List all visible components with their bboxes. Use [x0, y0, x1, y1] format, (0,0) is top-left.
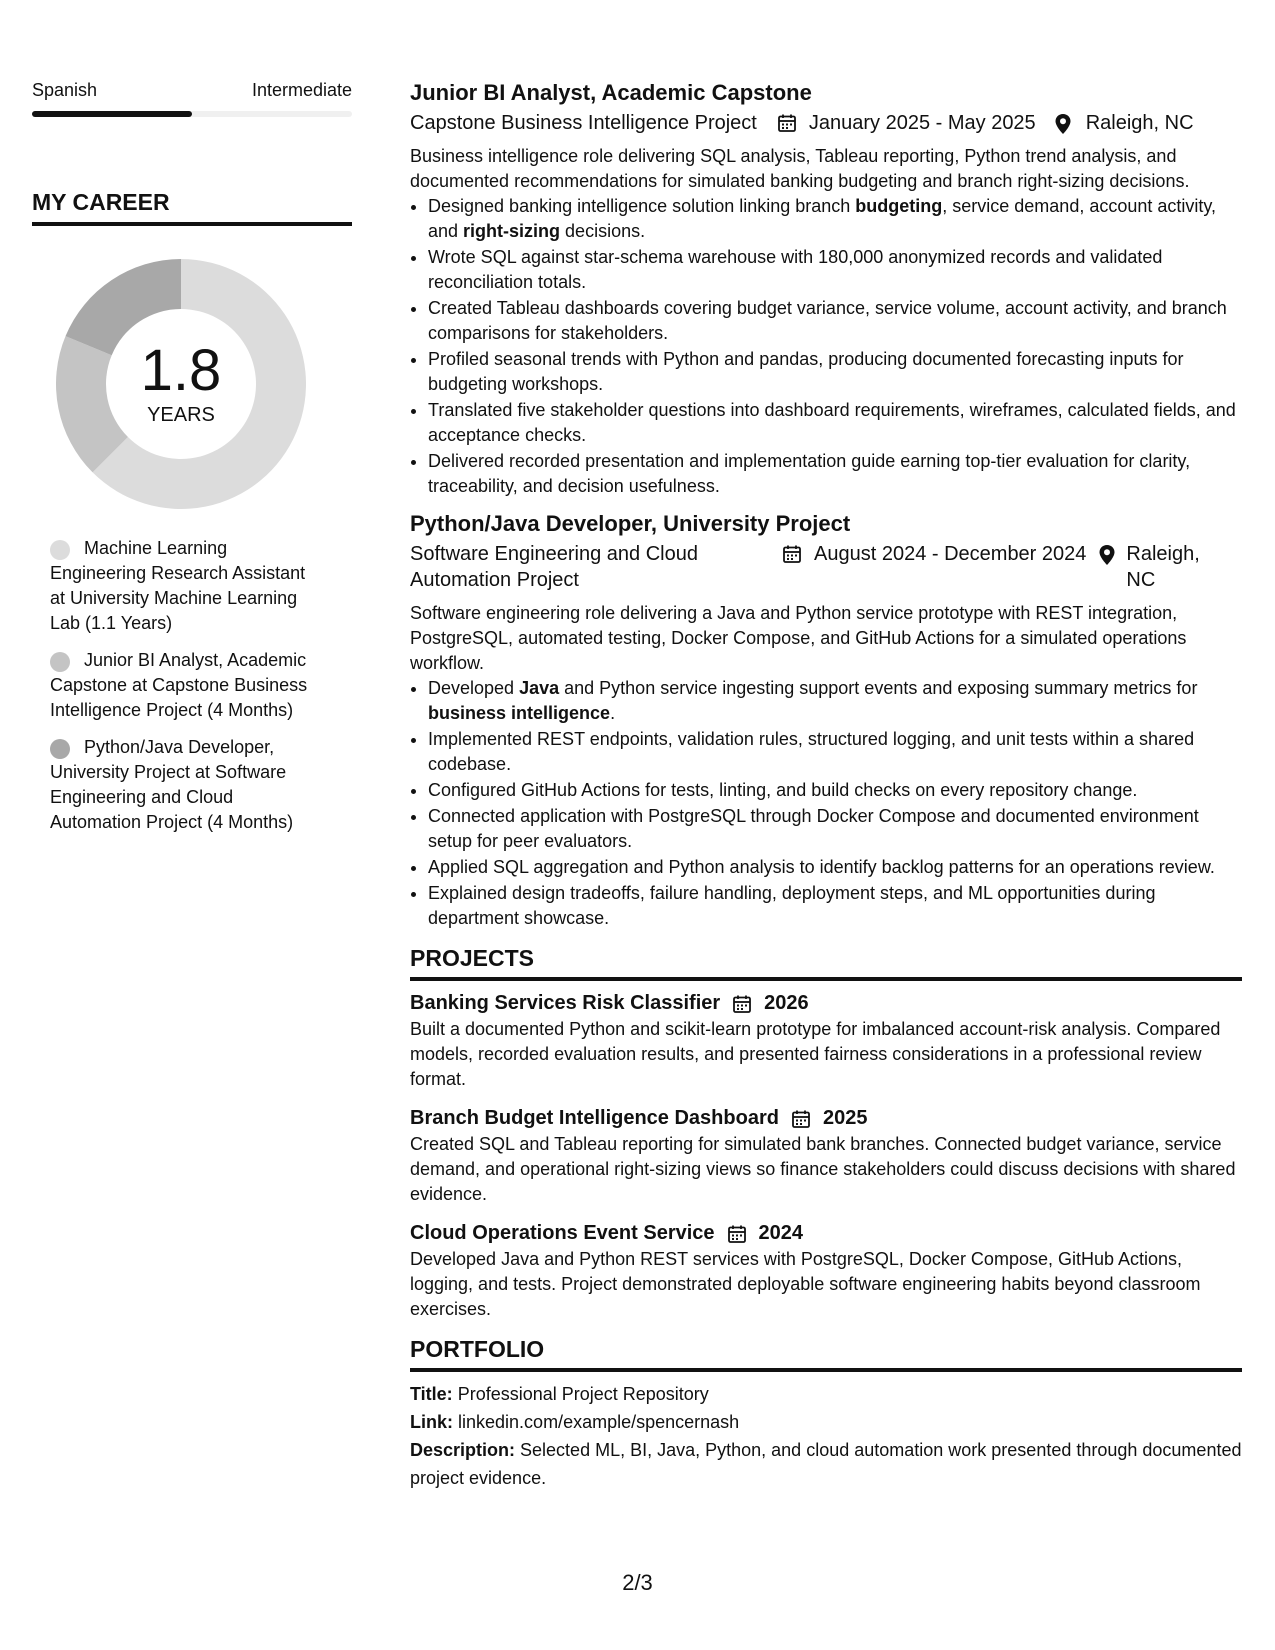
calendar-icon [782, 541, 804, 567]
job-meta [410, 541, 1242, 593]
job-dates-text: January 2025 - May 2025 [808, 112, 1036, 134]
bullet-item: • Delivered recorded presentation and implementation guide earning top-tier evaluation for clarity, traceability, and decision usefulness. [428, 449, 1242, 499]
job-location [1054, 110, 1194, 136]
portfolio-section [410, 1336, 1242, 1492]
portfolio-link[interactable]: linkedin.com/example/spencernash [458, 1412, 740, 1432]
projects-section [410, 945, 1242, 1322]
job-entry [410, 509, 1242, 931]
legend-dot [50, 739, 70, 759]
calendar-icon [732, 990, 754, 1016]
calendar-icon [777, 110, 799, 136]
location-pin-icon [1054, 110, 1076, 136]
calendar-icon [727, 1220, 749, 1246]
portfolio-title-line [410, 1380, 1242, 1408]
project-entry [410, 1219, 1242, 1322]
job-description: Software engineering role delivering a Java and Python service prototype with REST integration, PostgreSQL, automated testing, Docker Compose, and GitHub Actions for a simulated operations workflow. [410, 603, 1187, 673]
portfolio-desc-label: Description: [410, 1440, 516, 1460]
language-level: Intermediate [251, 80, 352, 100]
project-description: Created SQL and Tableau reporting for simulated bank branches. Connected budget variance, service demand, and operational right-sizing views so finance stakeholders could discuss decisions with shared evidence. [410, 1134, 1236, 1204]
legend-text: Junior BI Analyst, Academic Capstone at Capstone Business Intelligence Project (4 Months) [50, 650, 308, 720]
project-entry [410, 989, 1242, 1092]
language-proficiency-fill [32, 111, 192, 117]
job-org: Software Engineering and Cloud Automation Project [410, 543, 698, 591]
job-dates-text: August 2024 - December 2024 [814, 543, 1087, 565]
project-title: Banking Services Risk Classifier [410, 992, 721, 1014]
portfolio-link-line [410, 1408, 1242, 1436]
project-year: 2026 [764, 992, 809, 1014]
project-description: Developed Java and Python REST services with PostgreSQL, Docker Compose, GitHub Actions, logging, and tests. Project demonstrated deployable software engineering habits beyond classroom exercises. [410, 1249, 1201, 1319]
bullet-item: • Configured GitHub Actions for tests, linting, and build checks on every repository change. [428, 778, 1242, 803]
project-year: 2024 [758, 1222, 804, 1244]
career-legend [50, 536, 320, 835]
bullet-item: • Profiled seasonal trends with Python and pandas, producing documented forecasting inputs for budgeting workshops. [428, 347, 1242, 397]
career-total-value: 1.8 [140, 337, 222, 403]
left-column [32, 80, 352, 847]
language-row [32, 80, 352, 101]
career-donut-chart [56, 259, 306, 509]
job-bullets [410, 194, 1242, 499]
bullet-item: • Translated five stakeholder questions into dashboard requirements, wireframes, calculated fields, and acceptance checks. [428, 398, 1242, 448]
job-description: Business intelligence role delivering SQL analysis, Tableau reporting, Python trend analysis, and documented recommendations for simulated banking budgeting and branch right-sizing decisions. [410, 146, 1190, 191]
calendar-icon [791, 1105, 813, 1131]
language-name: Spanish [32, 80, 98, 100]
bullet-item: • Wrote SQL against star-schema warehouse with 180,000 anonymized records and validated reconciliation totals. [428, 245, 1242, 295]
page-number: 2/3 [622, 1570, 653, 1595]
job-dates [777, 110, 1036, 136]
portfolio-title-label: Title: [410, 1384, 453, 1404]
job-org: Capstone Business Intelligence Project [410, 112, 757, 134]
bullet-item: • Implemented REST endpoints, validation rules, structured logging, and unit tests within a shared codebase. [428, 727, 1242, 777]
legend-text: Python/Java Developer, University Project at Software Engineering and Cloud Automation Project (4 Months) [50, 737, 294, 832]
right-column [410, 78, 1242, 1492]
portfolio-heading: PORTFOLIO [410, 1336, 1242, 1372]
career-heading: MY CAREER [32, 189, 352, 226]
project-title-row [410, 989, 1242, 1017]
bullet-item: • Applied SQL aggregation and Python analysis to identify backlog patterns for an operations review. [428, 855, 1242, 880]
project-title: Branch Budget Intelligence Dashboard [410, 1107, 779, 1129]
bullet-item: • Designed banking intelligence solution linking branch budgeting, service demand, account activity, and right-sizing decisions. [428, 194, 1242, 244]
project-title-row [410, 1104, 1242, 1132]
legend-dot [50, 540, 70, 560]
project-year: 2025 [822, 1107, 868, 1129]
job-location-text: Raleigh, NC [1126, 543, 1200, 591]
job-title: Junior BI Analyst, Academic Capstone [410, 80, 812, 105]
legend-item [50, 536, 320, 636]
bullet-item: • Created Tableau dashboards covering budget variance, service volume, account activity, and branch comparisons for stakeholders. [428, 296, 1242, 346]
job-location-text: Raleigh, NC [1085, 112, 1194, 134]
location-pin-icon [1098, 541, 1116, 567]
portfolio-desc-value: Selected ML, BI, Java, Python, and cloud automation work presented through documented project evidence. [410, 1440, 1242, 1488]
projects-heading: PROJECTS [410, 945, 1242, 981]
project-title-row [410, 1219, 1242, 1247]
job-meta [410, 110, 1242, 136]
project-entry [410, 1104, 1242, 1207]
project-description: Built a documented Python and scikit-learn prototype for imbalanced account-risk analysis. Compared models, recorded evaluation results, and presented fairness considerations in a professional review format. [410, 1019, 1221, 1089]
portfolio-body [410, 1380, 1242, 1492]
language-proficiency-bar [32, 111, 352, 117]
job-title: Python/Java Developer, University Project [410, 511, 851, 536]
job-bullets [410, 676, 1242, 931]
donut-center [56, 259, 306, 509]
project-title: Cloud Operations Event Service [410, 1222, 715, 1244]
legend-item [50, 735, 320, 835]
portfolio-title-value: Professional Project Repository [457, 1384, 709, 1404]
legend-text: Machine Learning Engineering Research Assistant at University Machine Learning Lab (1.1 Years) [50, 538, 306, 633]
portfolio-link-label: Link: [410, 1412, 453, 1432]
career-total-unit: YEARS [147, 403, 215, 426]
legend-item [50, 648, 320, 723]
portfolio-description-line [410, 1436, 1242, 1492]
bullet-item: • Explained design tradeoffs, failure handling, deployment steps, and ML opportunities during department showcase. [428, 881, 1242, 931]
job-dates [782, 541, 1086, 567]
legend-dot [50, 652, 70, 672]
bullet-item: • Developed Java and Python service ingesting support events and exposing summary metrics for business intelligence. [428, 676, 1242, 726]
bullet-item: • Connected application with PostgreSQL through Docker Compose and documented environment setup for peer evaluators. [428, 804, 1242, 854]
job-entry [410, 78, 1242, 499]
job-location [1098, 541, 1208, 593]
